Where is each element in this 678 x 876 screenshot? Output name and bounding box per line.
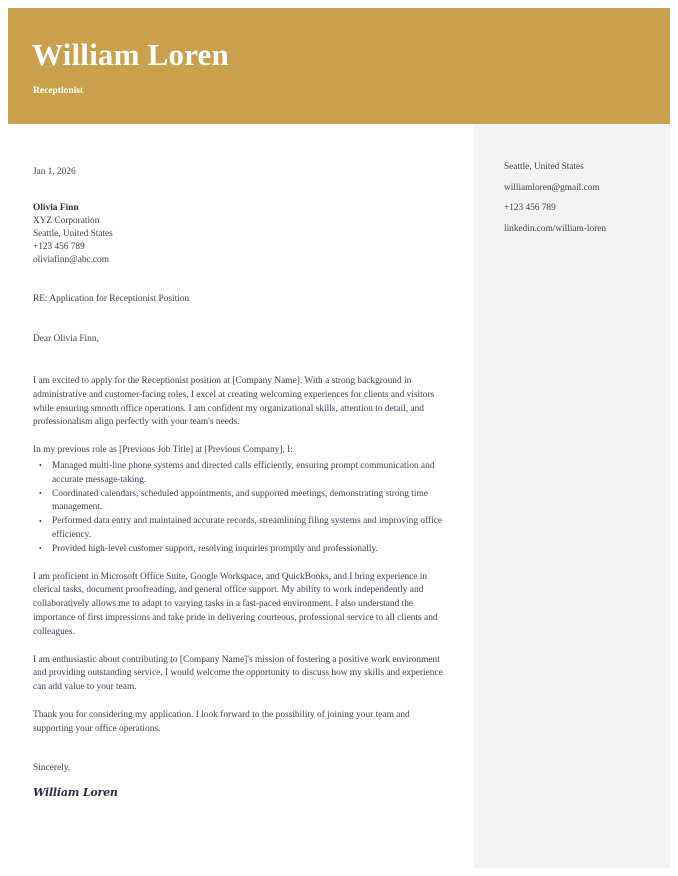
paragraph-skills: I am proficient in Microsoft Office Suite, Google Workspace, and QuickBooks, and I bring experience in clerical tasks, document proofreading, and general office support. My ability to work independently and collaboratively allows me to adapt to varying tasks in a fast-paced environment. I also understand the importance of first impressions and take pride in delivering courteous, professional service to all clients and colleagues. — [33, 571, 438, 637]
contact-sidebar — [474, 124, 670, 868]
signature: William Loren — [33, 785, 118, 799]
header-band — [8, 8, 670, 124]
page-title: William Loren — [32, 37, 229, 72]
recipient-email: oliviafinn@abc.com — [33, 255, 109, 265]
paragraph-closing-thanks: Thank you for considering my application. I look forward to the possibility of joining your team and supporting your office operations. — [33, 709, 410, 734]
contact-location: Seattle, United States — [504, 162, 584, 172]
salutation: Dear Olivia Finn, — [33, 334, 99, 344]
letter-date: Jan 1, 2026 — [33, 167, 76, 177]
achievements-list — [33, 460, 445, 557]
subject-line: RE: Application for Receptionist Position — [33, 294, 190, 304]
list-item: • Provided high-level customer support, resolving inquiries promptly and professionally. — [33, 543, 445, 557]
paragraph-intro: I am excited to apply for the Receptionist position at [Company Name]. With a strong background in administrative and customer-facing roles, I excel at creating welcoming experiences for clients and visitors while ensuring smooth office operations. I am confident my organizational skills, attention to detail, and professionalism align perfectly with your team's needs. — [33, 376, 435, 428]
list-item: • Performed data entry and maintained accurate records, streamlining filing systems and improving office efficiency. — [33, 515, 445, 543]
recipient-location: Seattle, United States — [33, 229, 113, 239]
bullets-intro: In my previous role as [Previous Job Title] at [Previous Company], I: — [33, 445, 293, 456]
contact-email[interactable]: williamloren@gmail.com — [504, 182, 600, 193]
paragraph-motivation: I am enthusiastic about contributing to [Company Name]'s mission of fostering a positive work environment and providing outstanding service. I would welcome the opportunity to discuss how my skills and experience can add value to your team. — [33, 654, 443, 693]
closing-line: Sincerely, — [33, 762, 71, 773]
contact-list — [504, 162, 662, 244]
recipient-block — [33, 202, 445, 267]
job-title-subtitle: Receptionist — [33, 86, 84, 96]
contact-phone: +123 456 789 — [504, 203, 556, 213]
recipient-company: XYZ Corporation — [33, 216, 100, 226]
recipient-name: Olivia Finn — [33, 203, 79, 213]
contact-linkedin[interactable]: linkedin.com/william-loren — [504, 223, 606, 234]
list-item: • Managed multi-line phone systems and directed calls efficiently, ensuring prompt communication and accurate message-taking. — [33, 460, 445, 488]
recipient-phone: +123 456 789 — [33, 242, 85, 252]
list-item: • Coordinated calendars, scheduled appointments, and supported meetings, demonstrating strong time management. — [33, 488, 445, 516]
body-content — [33, 375, 445, 737]
letter-body — [33, 124, 445, 799]
